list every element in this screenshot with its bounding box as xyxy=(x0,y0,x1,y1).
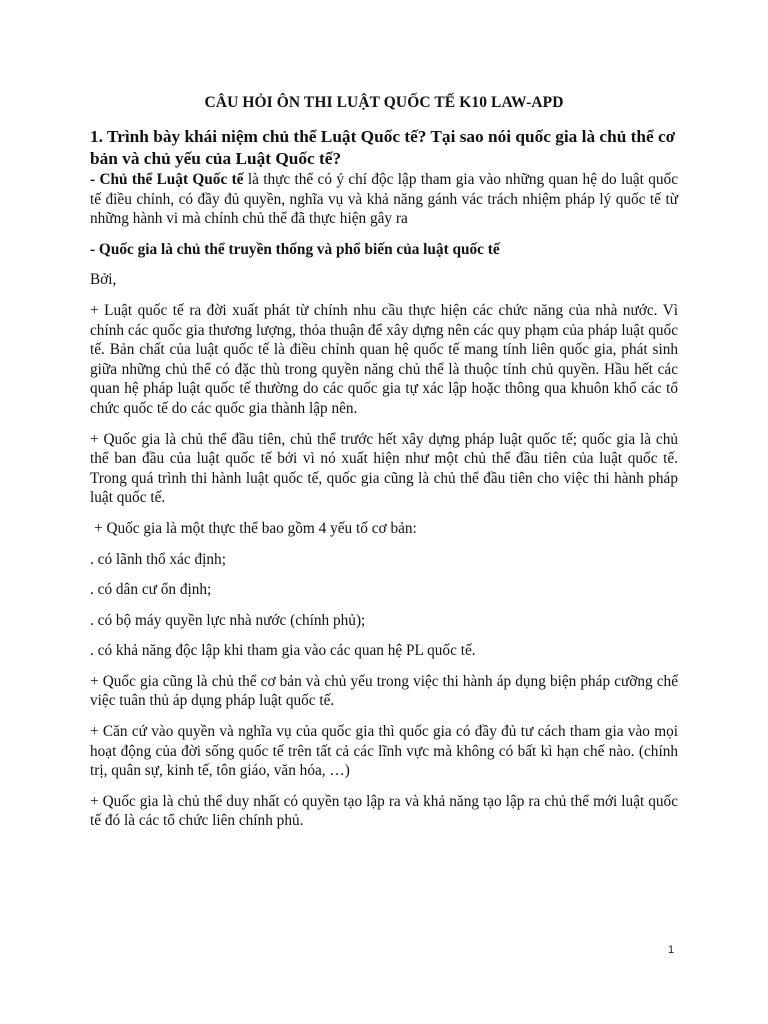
paragraph-5: + Căn cứ vào quyền và nghĩa vụ của quốc gia thì quốc gia có đầy đủ tư cách tham gia vào mọi hoạt động của đời sống quốc tế trên tất cả các lĩnh vực mà không có bất kì hạn chế nào. (chính trị, quân sự, kinh tế, tôn giáo, văn hóa, …) xyxy=(90,723,678,780)
definition-term: - Chủ thể Luật Quốc tế xyxy=(90,171,244,188)
element-item-3: . có bộ máy quyền lực nhà nước (chính phủ); xyxy=(90,611,366,629)
state-heading: - Quốc gia là chủ thể truyền thống và phổ biến của luật quốc tế xyxy=(90,240,500,258)
because-label: Bởi, xyxy=(90,271,117,289)
element-item-2: . có dân cư ổn định; xyxy=(90,581,212,599)
paragraph-1: + Luật quốc tế ra đời xuất phát từ chính nhu cầu thực hiện các chức năng của nhà nước. Vì chính các quốc gia thương lượng, thỏa thuận để xây dựng nên các quy phạm của pháp luật quốc tế. Bản chất của luật quốc tế là điều chỉnh quan hệ quốc tế mang tính liên quốc gia, phát sinh giữa những chủ thể có đặc thù trong quyền năng chủ thể là thuộc tính chủ quyền. Hầu hết các quan hệ pháp luật quốc tế thường do các quốc gia tự xác lập hoặc thông qua khuôn khổ các tổ chức quốc tế do các quốc gia thành lập nên. xyxy=(90,301,678,417)
document-title: CÂU HỎI ÔN THI LUẬT QUỐC TẾ K10 LAW-APD xyxy=(204,94,564,111)
page-number: 1 xyxy=(668,944,675,956)
definition-paragraph xyxy=(90,170,678,229)
paragraph-2: + Quốc gia là chủ thể đầu tiên, chủ thể trước hết xây dựng pháp luật quốc tế; quốc gia là chủ thể ban đầu của luật quốc tế bởi vì nó xuất hiện như một chủ thể đầu tiên của luật quốc tế. Trong quá trình thi hành luật quốc tế, quốc gia cũng là chủ thể đầu tiên cho việc thi hành pháp luật quốc tế. xyxy=(90,430,678,507)
paragraph-4: + Quốc gia cũng là chủ thể cơ bản và chủ yếu trong việc thi hành áp dụng biện pháp cưỡng chế việc tuân thủ áp dụng pháp luật quốc tế. xyxy=(90,672,678,710)
paragraph-6: + Quốc gia là chủ thể duy nhất có quyền tạo lập ra và khả năng tạo lập ra chủ thể mới luật quốc tế đó là các tổ chức liên chính phủ. xyxy=(90,792,678,830)
element-item-1: . có lãnh thổ xác định; xyxy=(90,550,226,568)
definition-text: là thực thể có ý chí độc lập tham gia vào những quan hệ do luật quốc tế điều chỉnh, có đầy đủ quyền, nghĩa vụ và khả năng gánh vác trách nhiệm pháp lý quốc tế từ những hành vi mà chính chủ thể đã thực hiện gây ra xyxy=(90,171,678,228)
element-item-4: . có khả năng độc lập khi tham gia vào các quan hệ PL quốc tế. xyxy=(90,642,476,660)
question-1-heading: 1. Trình bày khái niệm chủ thể Luật Quốc tế? Tại sao nói quốc gia là chủ thể cơ bản và chủ yếu của Luật Quốc tế? xyxy=(90,127,676,168)
paragraph-3: + Quốc gia là một thực thể bao gồm 4 yếu tố cơ bản: xyxy=(94,519,417,537)
